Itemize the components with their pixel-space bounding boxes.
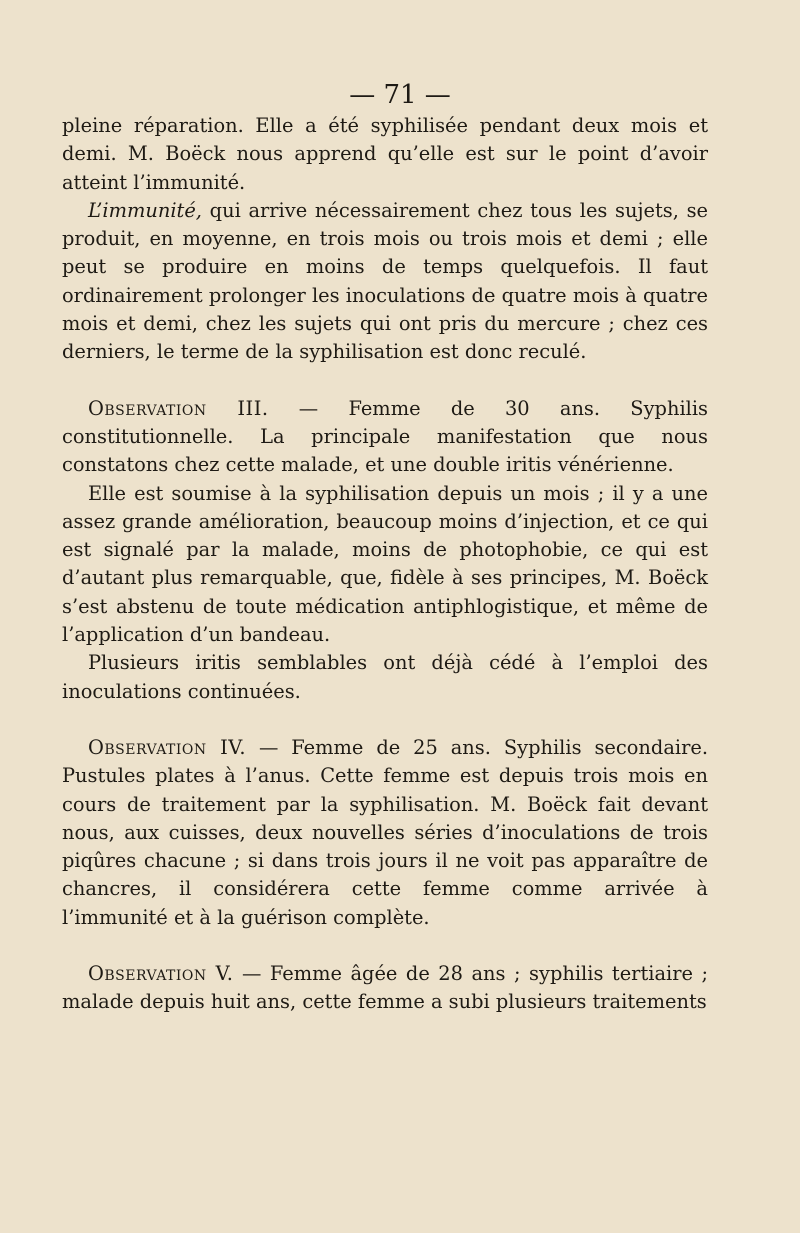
paragraph-continuation: pleine réparation. Elle a été syphilisée pendant deux mois et demi. M. Boëck nous apprend qu’elle est sur le point d’avoir atteint l’immunité. <box>62 114 708 194</box>
paragraph-text: — Femme âgée de 28 ans ; syphilis tertiaire ; malade depuis huit ans, cette femme a subi plusieurs traitements <box>62 962 709 1014</box>
observation-heading: Observation V. <box>88 962 234 986</box>
italic-term: L’immunité, <box>88 198 202 222</box>
paragraph-syphilisation-progress: Elle est soumise à la syphilisation depuis un mois ; il y a une assez grande amélioration, beaucoup moins d’injection, et ce qui est signalé par la malade, moins de photophobie, ce qui est d’autant plus remarquable, que, fidèle à ses principes, M. Boëck s’est abstenu de toute médication antiphlogistique, et même de l’application d’un bandeau. <box>62 481 708 647</box>
observation-heading: Observation III. <box>88 396 269 420</box>
paragraph-text: qui arrive nécessairement chez tous les sujets, se produit, en moyenne, en trois mois ou trois mois et demi ; elle peut se produire en moins de temps quelquefois. Il faut ordinairement prolonger les inoculations de quatre mois à quatre mois et demi, chez les sujets qui ont pris du mercure ; chez ces derniers, le terme de la syphilisation est donc reculé. <box>62 198 708 364</box>
page-number: — 71 — <box>349 80 451 110</box>
paragraph-text: — Femme de 30 ans. Syphilis constitutionnelle. La principale manifestation que nous constatons chez cette malade, et une double iritis vénérienne. <box>62 396 708 477</box>
paragraph-observation-4 <box>62 734 708 932</box>
paragraph-observation-5 <box>62 960 708 1017</box>
paragraph-iritis: Plusieurs iritis semblables ont déjà cédé à l’emploi des inoculations continuées. <box>62 651 708 703</box>
observation-heading: Observation IV. <box>88 735 247 759</box>
paragraph-observation-3 <box>62 395 708 480</box>
body-text <box>62 112 708 1017</box>
paragraph-text: — Femme de 25 ans. Syphilis secondaire. Pustules plates à l’anus. Cette femme est depuis trois mois en cours de traitement par la syphilisation. M. Boëck fait devant nous, aux cuisses, deux nouvelles séries d’inoculations de trois piqûres chacune ; si dans trois jours il ne voit pas apparaître de chancres, il considérera cette femme comme arrivée à l’immunité et à la guérison complète. <box>62 735 708 929</box>
paragraph-immunite <box>62 197 708 367</box>
